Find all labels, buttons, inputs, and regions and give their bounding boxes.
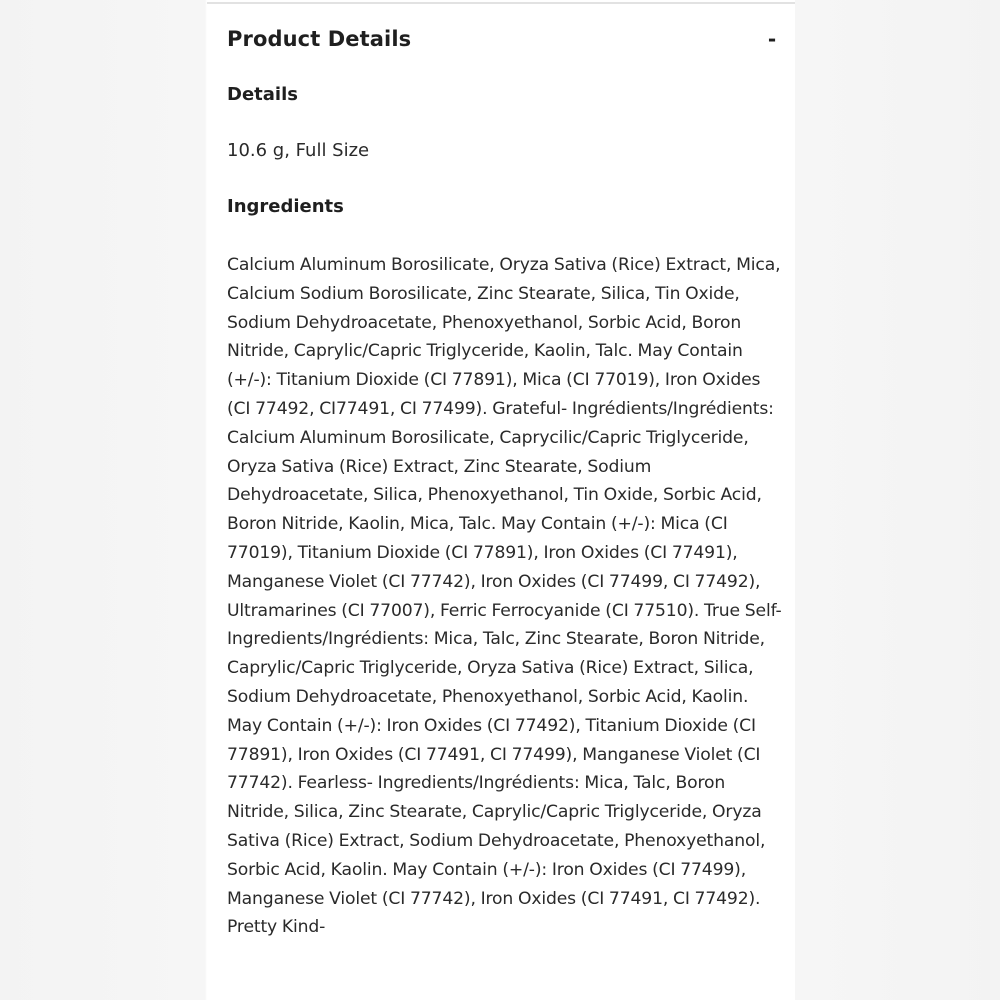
section-title: Product Details <box>227 27 412 51</box>
product-details-panel <box>207 0 795 1000</box>
section-divider <box>207 2 795 4</box>
collapse-icon[interactable]: - <box>767 27 777 51</box>
product-details-accordion-header[interactable] <box>227 22 779 56</box>
details-heading: Details <box>227 84 298 105</box>
details-value: 10.6 g, Full Size <box>227 140 370 161</box>
ingredients-heading: Ingredients <box>227 196 344 217</box>
ingredients-text: Calcium Aluminum Borosilicate, Oryza Sativa (Rice) Extract, Mica, Calcium Sodium Borosilicate, Zinc Stearate, Silica, Tin Oxide, Sodium Dehydroacetate, Phenoxyethanol, Sorbic Acid, Boron Nitride, Caprylic/Capric Triglyceride, Kaolin, Talc. May Contain (+/-): Titanium Dioxide (CI 77891), Mica (CI 77019), Iron Oxides (CI 77492, CI77491, CI 77499). Grateful- Ingrédients/Ingrédients: Calcium Aluminum Borosilicate, Caprycilic/Capric Triglyceride, Oryza Sativa (Rice) Extract, Zinc Stearate, Sodium Dehydroacetate, Silica, Phenoxyethanol, Tin Oxide, Sorbic Acid, Boron Nitride, Kaolin, Mica, Talc. May Contain (+/-): Mica (CI 77019), Titanium Dioxide (CI 77891), Iron Oxides (CI 77491), Manganese Violet (CI 77742), Iron Oxides (CI 77499, CI 77492), Ultramarines (CI 77007), Ferric Ferrocyanide (CI 77510). True Self- Ingredients/Ingrédients: Mica, Talc, Zinc Stearate, Boron Nitride, Caprylic/Capric Triglyceride, Oryza Sativa (Rice) Extract, Silica, Sodium Dehydroacetate, Phenoxyethanol, Sorbic Acid, Kaolin. May Contain (+/-): Iron Oxides (CI 77492), Titanium Dioxide (CI 77891), Iron Oxides (CI 77491, CI 77499), Manganese Violet (CI 77742). Fearless- Ingredients/Ingrédients: Mica, Talc, Boron Nitride, Silica, Zinc Stearate, Caprylic/Capric Triglyceride, Oryza Sativa (Rice) Extract, Sodium Dehydroacetate, Phenoxyethanol, Sorbic Acid, Kaolin. May Contain (+/-): Iron Oxides (CI 77499), Manganese Violet (CI 77742), Iron Oxides (CI 77491, CI 77492). Pretty Kind- <box>227 255 782 938</box>
